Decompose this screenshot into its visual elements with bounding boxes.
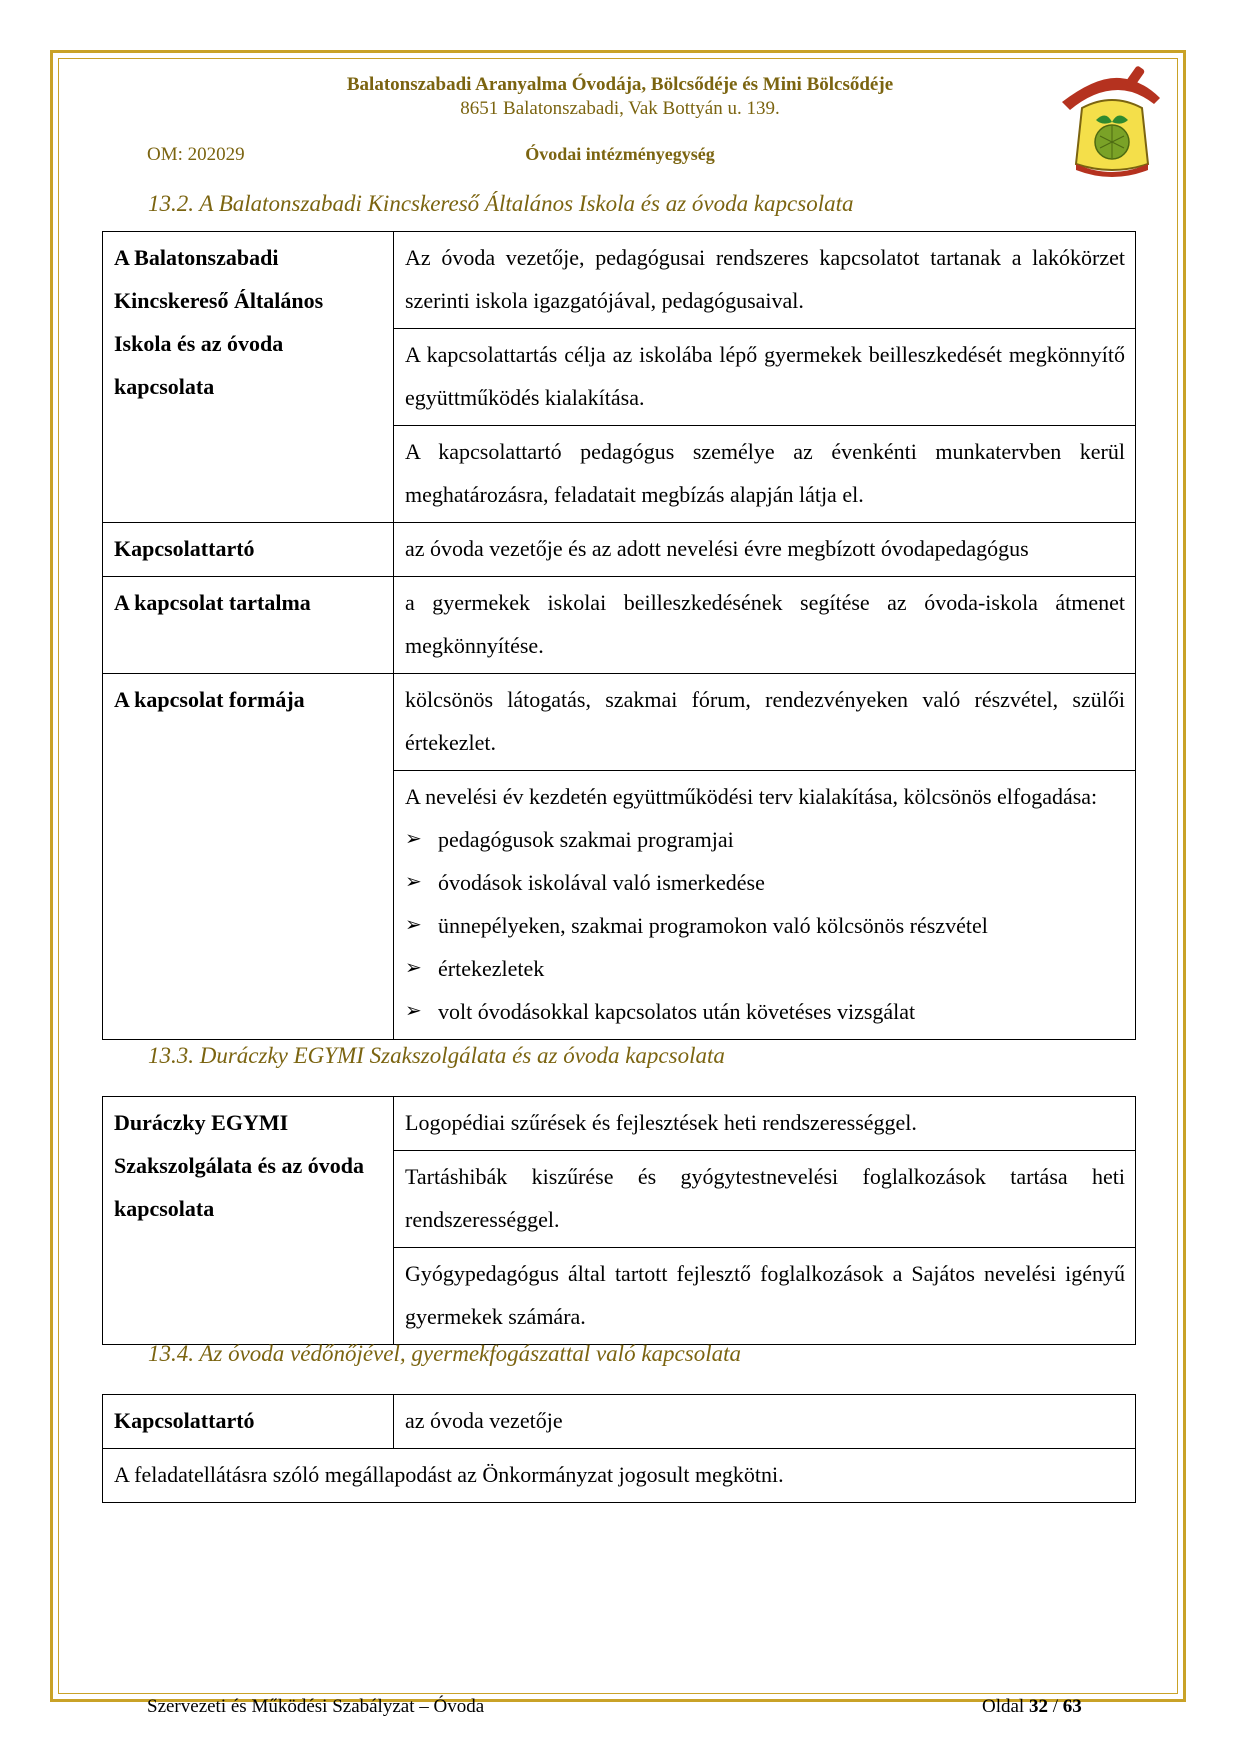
arrow-bullet-icon: ➢ xyxy=(405,1000,422,1022)
contact-value: az óvoda vezetője és az adott nevelési évre megbízott óvodapedagógus xyxy=(394,523,1136,577)
table-cell: A kapcsolattartó pedagógus személye az évenkénti munkatervben kerül meghatározásra, feladatait megbízás alapján látja el. xyxy=(394,426,1136,523)
content-label: A kapcsolat tartalma xyxy=(103,577,394,674)
egymi-label: Duráczky EGYMI Szakszolgálata és az óvoda kapcsolata xyxy=(103,1097,394,1345)
table-cell: Az óvoda vezetője, pedagógusai rendszeres kapcsolatot tartanak a lakókörzet szerinti iskola igazgatójával, pedagógusaival. xyxy=(394,232,1136,329)
section-title-school: 13.2. A Balatonszabadi Kincskereső Általános Iskola és az óvoda kapcsolata xyxy=(148,191,854,216)
kindergarten-logo xyxy=(1056,64,1168,184)
table-cell: Gyógypedagógus által tartott fejlesztő foglalkozások a Sajátos nevelési igényű gyermekek számára. xyxy=(394,1248,1136,1345)
plan-intro: A nevelési év kezdetén együttműködési terv kialakítása, kölcsönös elfogadása: xyxy=(405,784,1098,809)
health-contact-value: az óvoda vezetője xyxy=(394,1395,1136,1449)
contact-label: Kapcsolattartó xyxy=(103,523,394,577)
list-item: ➢ értekezletek xyxy=(405,947,1125,990)
table-cell: Logopédiai szűrések és fejlesztések heti rendszerességgel. xyxy=(394,1097,1136,1151)
form-value: kölcsönös látogatás, szakmai fórum, rendezvényeken való részvétel, szülői értekezlet. xyxy=(394,674,1136,771)
list-item: ➢ óvodások iskolával való ismerkedése xyxy=(405,861,1125,904)
arrow-bullet-icon: ➢ xyxy=(405,871,422,893)
footer-document-title: Szervezeti és Működési Szabályzat – Óvoda xyxy=(147,1696,485,1717)
list-item: ➢ volt óvodásokkal kapcsolatos után követéses vizsgálat xyxy=(405,990,1125,1033)
list-item: ➢ pedagógusok szakmai programjai xyxy=(405,818,1125,861)
egymi-relation-table xyxy=(102,1096,1136,1345)
health-contact-label: Kapcsolattartó xyxy=(103,1395,394,1449)
health-relation-table xyxy=(102,1394,1136,1503)
plan-list xyxy=(405,818,1125,1033)
institution-address: 8651 Balatonszabadi, Vak Bottyán u. 139. xyxy=(460,98,780,119)
arrow-bullet-icon: ➢ xyxy=(405,957,422,979)
arrow-bullet-icon: ➢ xyxy=(405,828,422,850)
school-relation-table xyxy=(102,231,1136,1040)
list-item: ➢ ünnepélyeken, szakmai programokon való kölcsönös részvétel xyxy=(405,904,1125,947)
cooperation-plan-cell xyxy=(394,771,1136,1040)
form-label: A kapcsolat formája xyxy=(103,674,394,1040)
institution-name: Balatonszabadi Aranyalma Óvodája, Bölcsődéje és Mini Bölcsődéje xyxy=(346,74,894,95)
agreement-note: A feladatellátásra szóló megállapodást az Önkormányzat jogosult megkötni. xyxy=(103,1449,1136,1503)
table-cell: A kapcsolattartás célja az iskolába lépő gyermekek beilleszkedését megkönnyítő együttműködés kialakítása. xyxy=(394,329,1136,426)
content-value: a gyermekek iskolai beilleszkedésének segítése az óvoda-iskola átmenet megkönnyítése. xyxy=(394,577,1136,674)
page-number: Oldal 32 / 63 xyxy=(982,1696,1082,1717)
school-relation-label: A Balatonszabadi Kincskereső Általános Iskola és az óvoda kapcsolata xyxy=(103,232,394,523)
table-cell: Tartáshibák kiszűrése és gyógytestnevelési foglalkozások tartása heti rendszerességgel. xyxy=(394,1151,1136,1248)
om-number: OM: 202029 xyxy=(147,144,245,165)
arrow-bullet-icon: ➢ xyxy=(405,914,422,936)
section-title-health: 13.4. Az óvoda védőnőjével, gyermekfogászattal való kapcsolata xyxy=(148,1341,741,1366)
section-title-egymi: 13.3. Duráczky EGYMI Szakszolgálata és az óvoda kapcsolata xyxy=(148,1043,725,1068)
unit-name: Óvodai intézményegység xyxy=(525,144,715,164)
